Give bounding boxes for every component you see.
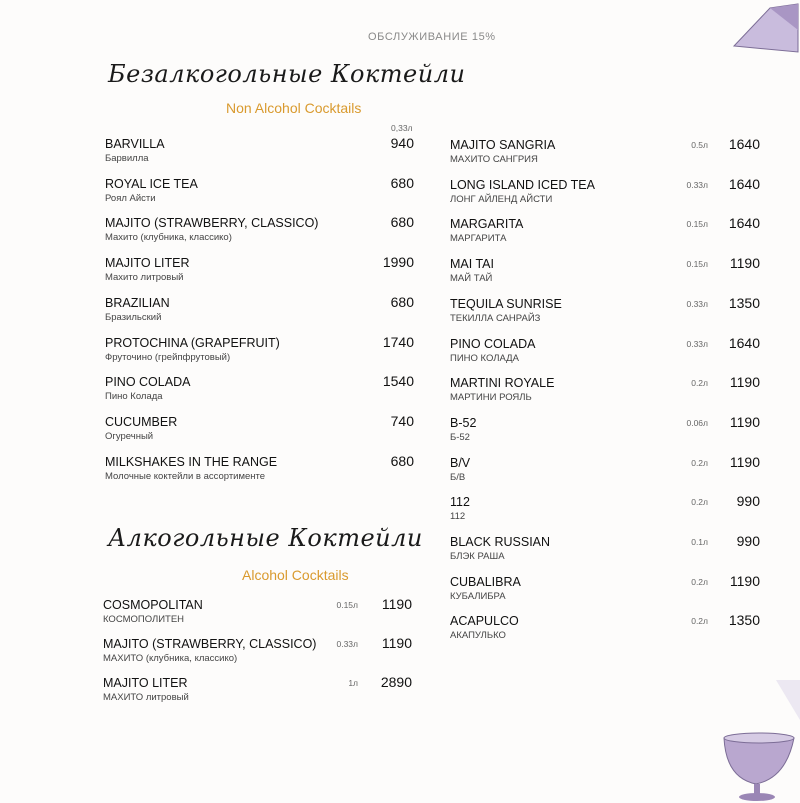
menu-item [450,614,760,641]
item-subtitle: Молочные коктейли в ассортименте [105,470,266,482]
item-subtitle: Пино Колада [105,391,163,403]
item-name: MILKSHAKES IN THE RANGE [105,454,278,469]
item-volume: 0.33л [686,298,708,309]
item-subtitle: Фруточино (грейпфрутовый) [105,351,231,363]
item-subtitle: МАЙ ТАЙ [450,273,493,285]
alcohol-script-title: Алкогольные Коктейли [108,524,423,552]
menu-item [105,375,414,402]
menu-item [103,598,412,625]
item-price: 1640 [728,215,760,232]
item-subtitle: МАХИТО (клубника, классико) [103,653,238,664]
menu-item [450,453,760,483]
menu-item [103,676,412,703]
item-price: 1740 [382,333,414,350]
item-subtitle: ЛОНГ АЙЛЕНД АЙСТИ [450,193,553,205]
item-volume: 0.5л [691,140,708,150]
volume-header: 0,33л [391,123,413,133]
item-volume: 0.15л [686,259,708,270]
cocktail-glass-icon [730,0,800,60]
item-price: 940 [390,135,414,151]
item-name: B/V [450,455,471,470]
item-name: MARTINI ROYALE [450,376,555,391]
item-price: 1990 [382,254,414,271]
item-subtitle: МАРТИНИ РОЯЛЬ [450,392,532,404]
item-volume: 0.33л [686,179,708,190]
item-price: 990 [736,533,760,549]
item-volume: 0.1л [691,537,708,547]
item-name: LONG ISLAND ICED TEA [450,177,595,192]
item-volume: 0.06л [686,417,708,428]
item-subtitle: Роял Айсти [105,192,156,204]
non-alcohol-subtitle: Non Alcohol Cocktails [226,100,362,116]
menu-item [105,293,414,323]
menu-item [105,333,414,363]
item-price: 680 [390,214,414,231]
menu-item [105,256,414,283]
item-price: 1190 [729,413,760,430]
item-subtitle: Барвилла [105,153,149,164]
item-price: 1190 [381,596,412,612]
item-price: 680 [390,452,414,469]
item-subtitle: КОСМОПОЛИТЕН [103,614,185,625]
item-price: 1190 [729,453,760,470]
item-name: PINO COLADA [450,336,536,351]
item-price: 990 [736,493,760,510]
item-name: ROYAL ICE TEA [105,176,198,191]
item-name: 112 [450,495,470,510]
item-volume: 0.2л [691,378,708,389]
item-subtitle: Бразильский [105,311,162,323]
item-subtitle: Б/В [450,471,466,483]
item-volume: 0.2л [691,616,708,627]
menu-item [450,572,760,602]
item-subtitle: МАХИТО САНГРИЯ [450,154,538,165]
menu-item [450,257,760,284]
menu-item [450,175,760,205]
item-price: 1640 [728,136,760,152]
snifter-glass-icon [716,680,800,803]
item-name: BRAZILIAN [105,295,170,310]
item-name: BLACK RUSSIAN [450,535,551,549]
item-name: COSMOPOLITAN [103,598,203,612]
item-subtitle: 112 [450,511,466,523]
menu-item [450,495,760,522]
item-price: 680 [390,293,414,310]
item-subtitle: ПИНО КОЛАДА [450,352,519,364]
item-volume: 0.33л [336,639,358,649]
item-price: 1540 [382,373,414,390]
item-name: MAJITO (STRAWBERRY, CLASSICO) [103,637,317,651]
menu-item [105,452,414,482]
item-name: MAJITO SANGRIA [450,138,556,152]
menu-item [450,217,760,244]
menu-item [105,174,414,204]
item-subtitle: Махито (клубника, классико) [105,232,232,244]
item-price: 1190 [381,635,412,651]
item-name: TEQUILA SUNRISE [450,296,562,311]
menu-item [450,334,760,364]
item-price: 1190 [729,374,760,391]
item-subtitle: ТЕКИЛЛА САНРАЙЗ [450,312,541,324]
item-name: ACAPULCO [450,614,519,629]
item-price: 1190 [729,255,760,272]
item-name: BARVILLA [105,137,165,151]
menu-item [450,138,760,165]
item-volume: 0.2л [691,497,708,508]
item-subtitle: БЛЭК РАША [450,551,505,562]
service-charge: ОБСЛУЖИВАНИЕ 15% [368,31,496,43]
menu-item [450,294,760,324]
item-price: 1190 [729,572,760,589]
item-name: MAJITO (STRAWBERRY, CLASSICO) [105,216,319,231]
item-volume: 0.15л [336,600,358,610]
item-subtitle: АКАПУЛЬКО [450,630,506,642]
item-price: 1640 [728,334,760,351]
item-subtitle: Махито литровый [105,272,184,284]
item-name: B-52 [450,415,477,430]
item-name: PINO COLADA [105,375,191,390]
item-subtitle: КУБАЛИБРА [450,590,506,602]
menu-item [105,137,414,164]
item-price: 1350 [728,294,760,311]
item-name: CUBALIBRA [450,574,521,589]
item-name: CUCUMBER [105,414,178,429]
non-alcohol-script-title: Безалкогольные Коктейли [108,60,466,88]
item-subtitle: МАХИТО литровый [103,692,189,703]
menu-item [105,216,414,243]
alcohol-subtitle: Alcohol Cocktails [242,567,349,583]
item-volume: 0.33л [686,338,708,349]
item-subtitle: МАРГАРИТА [450,233,507,245]
item-price: 740 [390,412,414,429]
item-volume: 0.15л [686,219,708,230]
item-subtitle: Б-52 [450,431,470,443]
item-name: MAI TAI [450,257,494,272]
item-name: MAJITO LITER [105,256,190,271]
item-volume: 0.2л [691,457,708,468]
item-volume: 0.2л [691,576,708,587]
menu-item [450,376,760,403]
menu-item [103,637,412,664]
item-name: PROTOCHINA (GRAPEFRUIT) [105,335,280,350]
item-volume: 1л [348,678,358,688]
item-price: 680 [390,174,414,191]
menu-item [450,413,760,443]
item-price: 1640 [728,175,760,192]
menu-item [450,535,760,562]
menu-item [105,412,414,442]
item-subtitle: Огуречный [105,430,154,442]
item-name: MARGARITA [450,217,524,232]
item-name: MAJITO LITER [103,676,188,690]
item-price: 1350 [728,612,760,629]
item-price: 2890 [380,674,412,690]
